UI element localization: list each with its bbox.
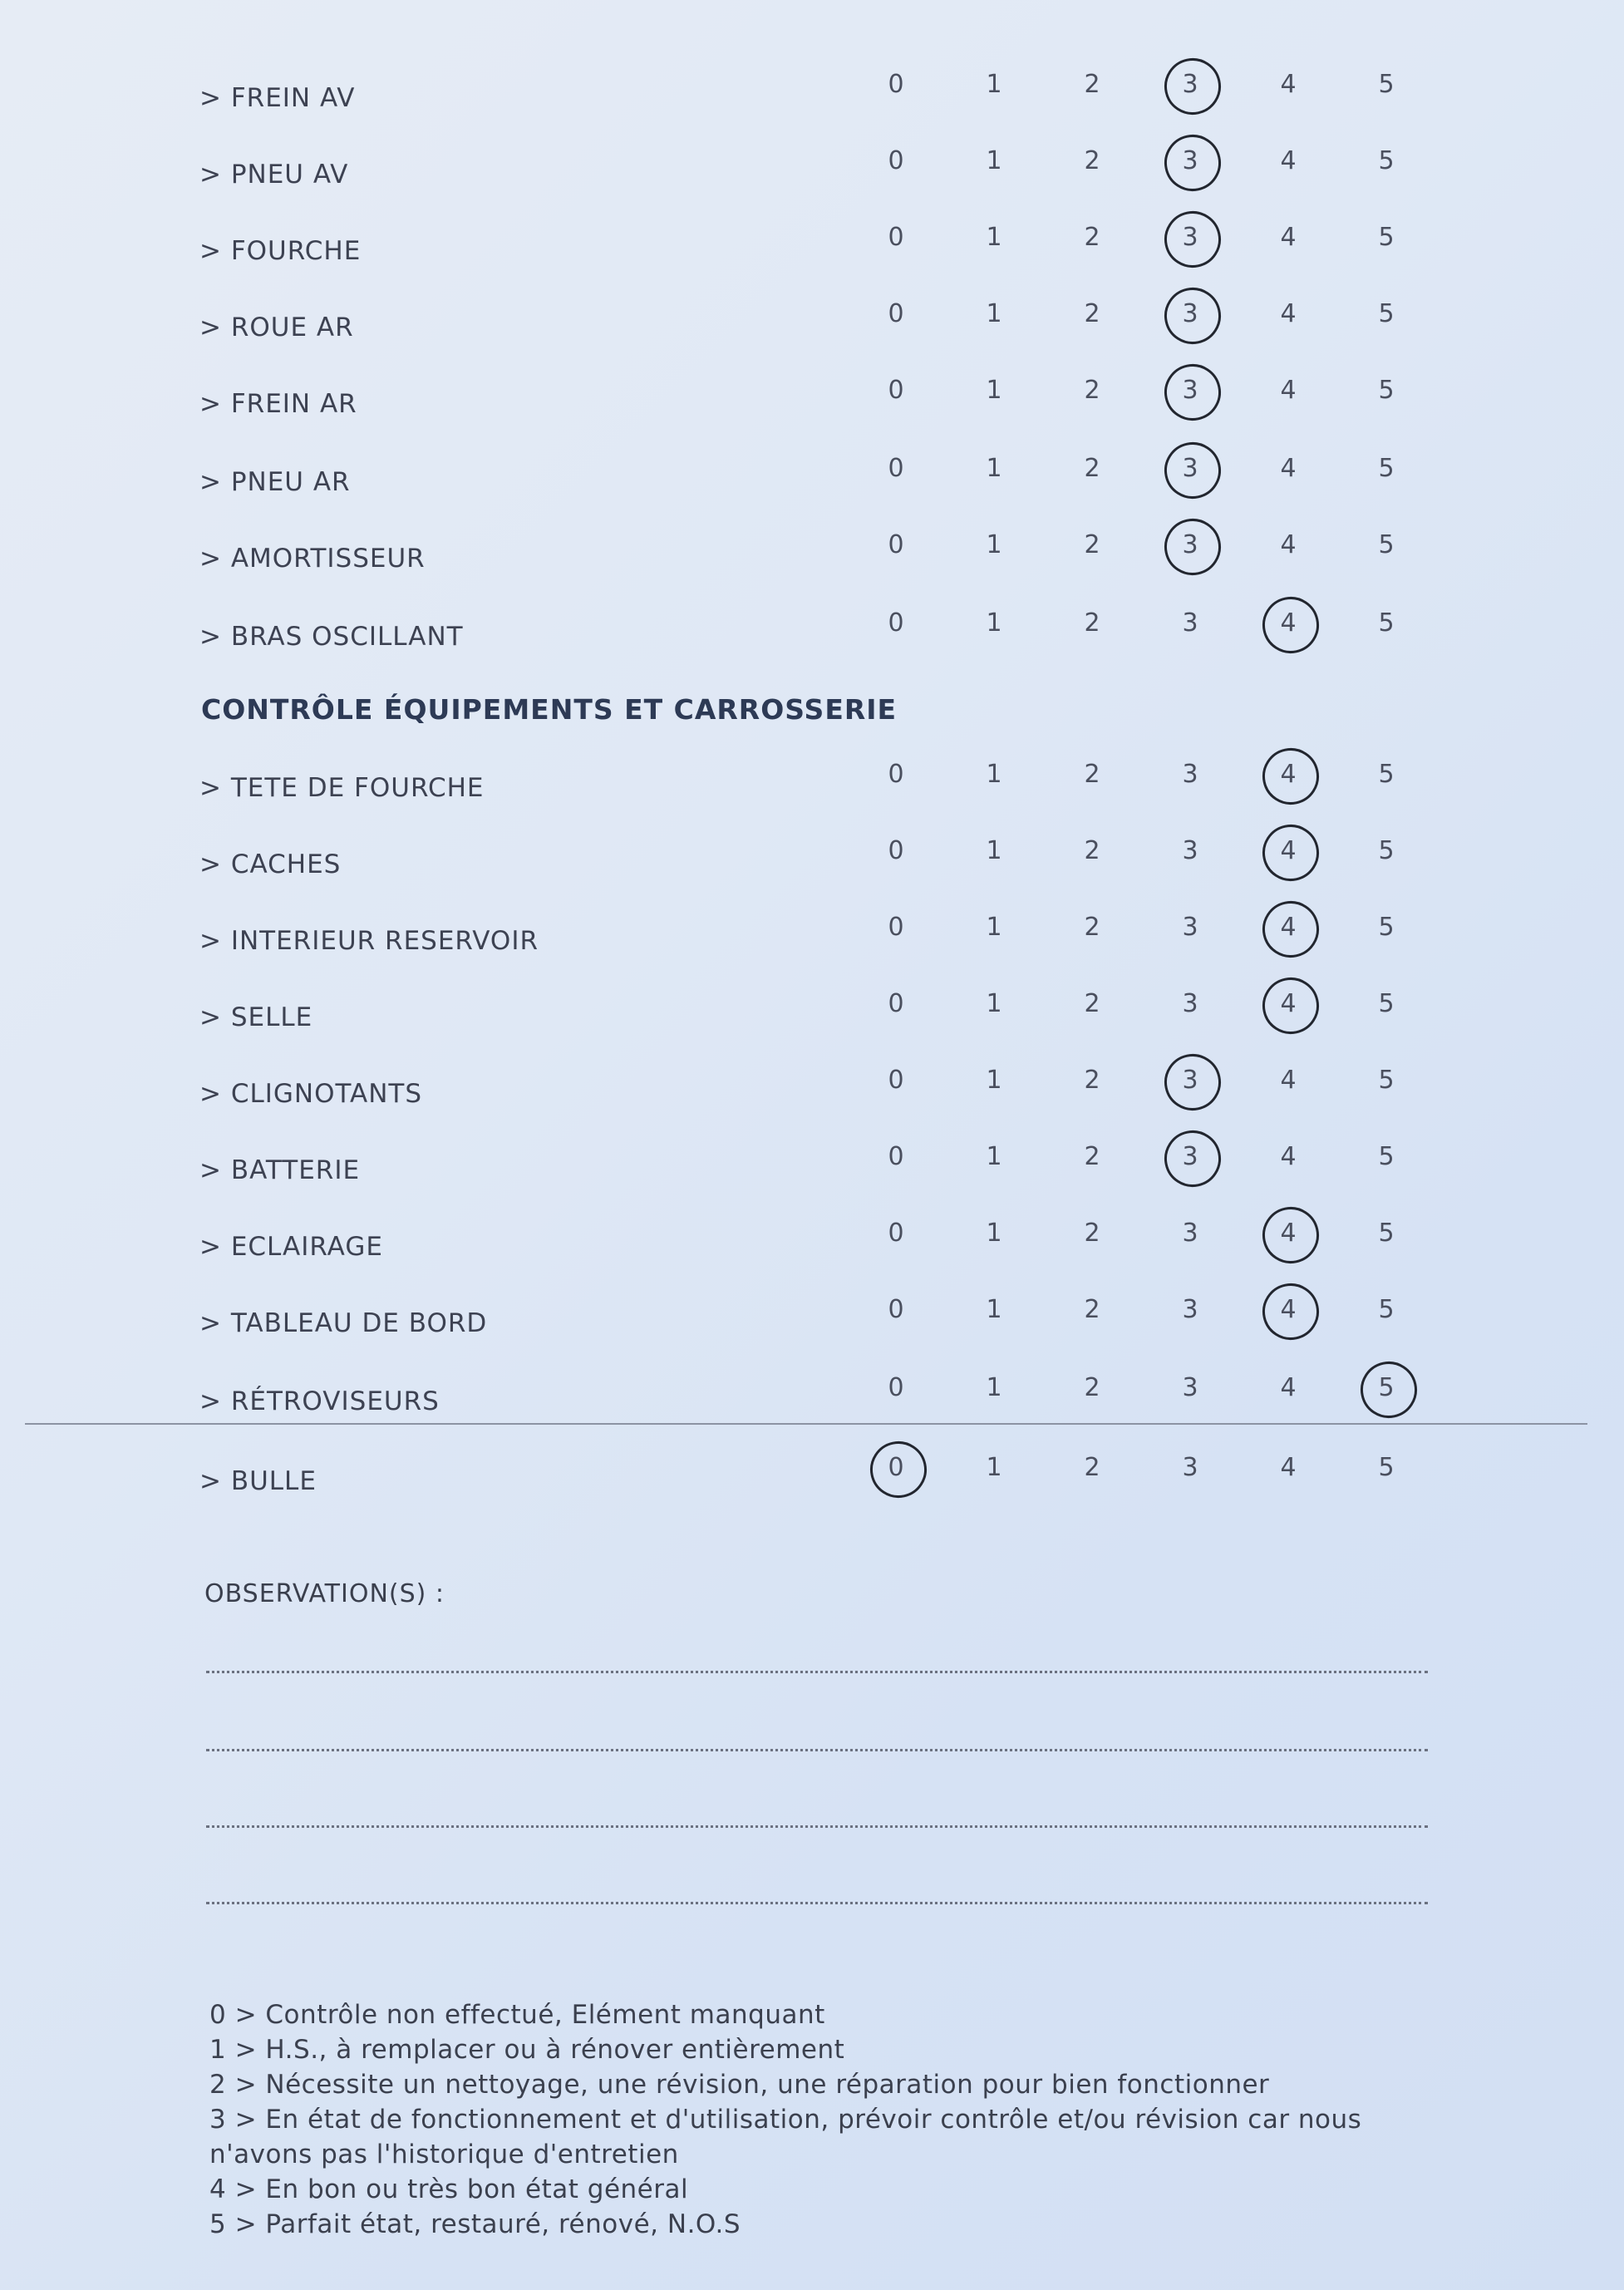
score-option[interactable]: 3 <box>1182 376 1198 405</box>
score-option[interactable]: 4 <box>1280 1373 1297 1402</box>
score-option[interactable]: 2 <box>1084 836 1100 865</box>
score-option[interactable]: 3 <box>1182 146 1198 175</box>
score-option[interactable]: 2 <box>1084 913 1100 942</box>
score-option[interactable]: 4 <box>1280 376 1297 405</box>
item-label: > CACHES <box>199 850 342 879</box>
score-option[interactable]: 1 <box>986 146 1002 175</box>
score-option[interactable]: 5 <box>1378 299 1395 328</box>
score-option[interactable]: 2 <box>1084 223 1100 252</box>
item-label: > FOURCHE <box>199 236 362 266</box>
item-label: > ROUE AR <box>199 313 354 342</box>
score-option[interactable]: 2 <box>1084 146 1100 175</box>
selected-score-circle <box>1257 820 1325 887</box>
score-option[interactable]: 4 <box>1280 836 1297 865</box>
score-option[interactable]: 5 <box>1378 1453 1395 1482</box>
score-option[interactable]: 5 <box>1378 376 1395 405</box>
score-option[interactable]: 2 <box>1084 1066 1100 1095</box>
score-option[interactable]: 2 <box>1084 454 1100 483</box>
score-option[interactable]: 4 <box>1280 454 1297 483</box>
score-option[interactable]: 5 <box>1378 1142 1395 1171</box>
score-option[interactable]: 0 <box>888 608 904 638</box>
score-option[interactable]: 3 <box>1182 836 1198 865</box>
score-option[interactable]: 3 <box>1182 1373 1198 1402</box>
score-option[interactable]: 2 <box>1084 1142 1100 1171</box>
legend-line: 0 > Contrôle non effectué, Elément manquant <box>209 2000 825 2030</box>
score-option[interactable]: 1 <box>986 454 1002 483</box>
score-option[interactable]: 1 <box>986 913 1002 942</box>
score-option[interactable]: 3 <box>1182 1066 1198 1095</box>
score-option[interactable]: 5 <box>1378 70 1395 99</box>
score-option[interactable]: 1 <box>986 376 1002 405</box>
score-option[interactable]: 3 <box>1182 1219 1198 1248</box>
score-option[interactable]: 1 <box>986 1219 1002 1248</box>
score-option[interactable]: 0 <box>888 989 904 1018</box>
item-label: > BRAS OSCILLANT <box>199 622 464 652</box>
score-option[interactable]: 4 <box>1280 760 1297 789</box>
score-option[interactable]: 3 <box>1182 1142 1198 1171</box>
score-option[interactable]: 3 <box>1182 989 1198 1018</box>
legend-line: n'avons pas l'historique d'entretien <box>209 2140 679 2169</box>
score-option[interactable]: 4 <box>1280 146 1297 175</box>
score-option[interactable]: 3 <box>1182 608 1198 638</box>
fold-line <box>25 1423 1587 1425</box>
score-option[interactable]: 2 <box>1084 1219 1100 1248</box>
score-option[interactable]: 4 <box>1280 299 1297 328</box>
score-option[interactable]: 0 <box>888 913 904 942</box>
score-option[interactable]: 5 <box>1378 1219 1395 1248</box>
score-option[interactable]: 0 <box>888 454 904 483</box>
score-option[interactable]: 4 <box>1280 1142 1297 1171</box>
item-label: > RÉTROVISEURS <box>199 1386 440 1416</box>
selected-score-circle <box>1159 130 1227 197</box>
item-label: > CLIGNOTANTS <box>199 1079 423 1109</box>
selected-score-circle <box>1159 206 1227 273</box>
item-label: > INTERIEUR RESERVOIR <box>199 926 539 956</box>
score-option[interactable]: 4 <box>1280 1219 1297 1248</box>
score-option[interactable]: 2 <box>1084 760 1100 789</box>
score-option[interactable]: 1 <box>986 299 1002 328</box>
score-option[interactable]: 5 <box>1378 760 1395 789</box>
score-option[interactable]: 2 <box>1084 70 1100 99</box>
item-label: > TETE DE FOURCHE <box>199 773 485 803</box>
score-option[interactable]: 0 <box>888 1373 904 1402</box>
selected-score-circle <box>1257 896 1325 963</box>
selected-score-circle <box>1257 592 1325 659</box>
item-label: > PNEU AV <box>199 160 349 190</box>
score-option[interactable]: 4 <box>1280 1295 1297 1324</box>
score-option[interactable]: 3 <box>1182 530 1198 559</box>
score-option[interactable]: 1 <box>986 70 1002 99</box>
selected-score-circle <box>1159 1125 1227 1193</box>
score-option[interactable]: 1 <box>986 1066 1002 1095</box>
score-option[interactable]: 5 <box>1378 146 1395 175</box>
score-option[interactable]: 1 <box>986 1142 1002 1171</box>
selected-score-circle <box>1159 437 1227 505</box>
score-option[interactable]: 2 <box>1084 608 1100 638</box>
score-option[interactable]: 0 <box>888 146 904 175</box>
score-option[interactable]: 3 <box>1182 299 1198 328</box>
item-label: > BULLE <box>199 1466 317 1496</box>
score-option[interactable]: 5 <box>1378 836 1395 865</box>
item-label: > FREIN AV <box>199 83 356 113</box>
score-option[interactable]: 1 <box>986 608 1002 638</box>
score-option[interactable]: 5 <box>1378 530 1395 559</box>
score-option[interactable]: 4 <box>1280 530 1297 559</box>
selected-score-circle <box>1257 743 1325 810</box>
score-option[interactable]: 5 <box>1378 913 1395 942</box>
selected-score-circle <box>1159 359 1227 426</box>
score-option[interactable]: 0 <box>888 223 904 252</box>
score-option[interactable]: 0 <box>888 1453 904 1482</box>
legend-line: 1 > H.S., à remplacer ou à rénover entièrement <box>209 2035 845 2065</box>
selected-score-circle <box>1159 1049 1227 1116</box>
score-option[interactable]: 1 <box>986 760 1002 789</box>
score-option[interactable]: 1 <box>986 223 1002 252</box>
score-option[interactable]: 0 <box>888 70 904 99</box>
score-option[interactable]: 2 <box>1084 1373 1100 1402</box>
score-option[interactable]: 1 <box>986 836 1002 865</box>
score-option[interactable]: 1 <box>986 1373 1002 1402</box>
selected-score-circle <box>1159 283 1227 350</box>
item-label: > ECLAIRAGE <box>199 1232 383 1262</box>
item-label: > AMORTISSEUR <box>199 544 426 574</box>
legend-line: 3 > En état de fonctionnement et d'utilisation, prévoir contrôle et/ou révision car nous <box>209 2105 1362 2135</box>
score-option[interactable]: 3 <box>1182 70 1198 99</box>
score-option[interactable]: 0 <box>888 1066 904 1095</box>
score-option[interactable]: 4 <box>1280 1453 1297 1482</box>
score-option[interactable]: 3 <box>1182 223 1198 252</box>
selected-score-circle <box>1257 1278 1325 1346</box>
selected-score-circle <box>1356 1357 1423 1424</box>
score-option[interactable]: 1 <box>986 1453 1002 1482</box>
score-option[interactable]: 5 <box>1378 608 1395 638</box>
score-option[interactable]: 0 <box>888 1219 904 1248</box>
observation-line[interactable] <box>206 1671 1428 1673</box>
legend-line: 5 > Parfait état, restauré, rénové, N.O.S <box>209 2209 741 2239</box>
item-label: > FREIN AR <box>199 389 357 419</box>
score-option[interactable]: 4 <box>1280 608 1297 638</box>
score-option[interactable]: 3 <box>1182 454 1198 483</box>
score-option[interactable]: 5 <box>1378 1066 1395 1095</box>
score-option[interactable]: 0 <box>888 836 904 865</box>
observations-label: OBSERVATION(S) : <box>204 1579 445 1608</box>
score-option[interactable]: 0 <box>888 530 904 559</box>
score-option[interactable]: 2 <box>1084 376 1100 405</box>
item-label: > PNEU AR <box>199 467 351 497</box>
section-title: CONTRÔLE ÉQUIPEMENTS ET CARROSSERIE <box>201 693 898 726</box>
score-option[interactable]: 0 <box>888 1142 904 1171</box>
score-option[interactable]: 0 <box>888 376 904 405</box>
observation-line[interactable] <box>206 1825 1428 1828</box>
score-option[interactable]: 3 <box>1182 1295 1198 1324</box>
score-option[interactable]: 5 <box>1378 454 1395 483</box>
score-option[interactable]: 1 <box>986 989 1002 1018</box>
selected-score-circle <box>1257 1202 1325 1269</box>
item-label: > BATTERIE <box>199 1155 361 1185</box>
score-option[interactable]: 1 <box>986 1295 1002 1324</box>
score-option[interactable]: 2 <box>1084 989 1100 1018</box>
selected-score-circle <box>1257 973 1325 1040</box>
score-option[interactable]: 5 <box>1378 223 1395 252</box>
selected-score-circle <box>865 1436 933 1504</box>
score-option[interactable]: 4 <box>1280 70 1297 99</box>
selected-score-circle <box>1159 514 1227 581</box>
score-option[interactable]: 0 <box>888 1295 904 1324</box>
score-option[interactable]: 3 <box>1182 1453 1198 1482</box>
legend-line: 4 > En bon ou très bon état général <box>209 2174 689 2204</box>
score-option[interactable]: 2 <box>1084 530 1100 559</box>
legend-line: 2 > Nécessite un nettoyage, une révision, une réparation pour bien fonctionner <box>209 2070 1270 2100</box>
score-option[interactable]: 1 <box>986 530 1002 559</box>
score-option[interactable]: 4 <box>1280 223 1297 252</box>
selected-score-circle <box>1159 53 1227 121</box>
score-option[interactable]: 5 <box>1378 989 1395 1018</box>
score-option[interactable]: 3 <box>1182 913 1198 942</box>
item-label: > SELLE <box>199 1002 313 1032</box>
score-option[interactable]: 4 <box>1280 989 1297 1018</box>
score-option[interactable]: 5 <box>1378 1295 1395 1324</box>
score-option[interactable]: 2 <box>1084 1295 1100 1324</box>
score-option[interactable]: 3 <box>1182 760 1198 789</box>
score-option[interactable]: 0 <box>888 299 904 328</box>
item-label: > TABLEAU DE BORD <box>199 1308 488 1338</box>
score-option[interactable]: 2 <box>1084 299 1100 328</box>
score-option[interactable]: 0 <box>888 760 904 789</box>
score-option[interactable]: 2 <box>1084 1453 1100 1482</box>
score-option[interactable]: 4 <box>1280 913 1297 942</box>
observation-line[interactable] <box>206 1902 1428 1904</box>
observation-line[interactable] <box>206 1749 1428 1751</box>
score-option[interactable]: 5 <box>1378 1373 1395 1402</box>
score-option[interactable]: 4 <box>1280 1066 1297 1095</box>
